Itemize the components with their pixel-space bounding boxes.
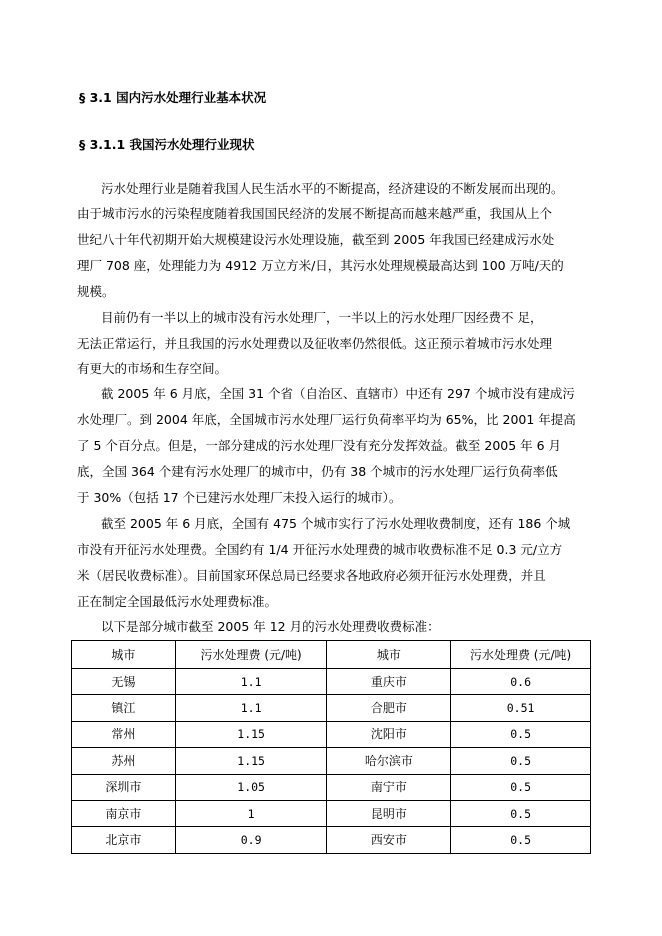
paragraph-2-line-1: 目前仍有一半以上的城市没有污水处理厂，一半以上的污水处理厂因经费不 足， bbox=[101, 310, 543, 325]
paragraph-1-line-5: 规模。 bbox=[77, 284, 115, 299]
city-cell: 深圳市 bbox=[72, 774, 176, 800]
city-cell: 镇江 bbox=[72, 695, 176, 721]
fee-cell: 1 bbox=[175, 800, 327, 826]
paragraph-3-line-3: 了 5 个百分点。但是，一部分建成的污水处理厂没有充分发挥效益。截至 2005 年 6 月 bbox=[77, 438, 562, 453]
subsection-heading: § 3.1.1 我国污水处理行业现状 bbox=[79, 137, 255, 152]
paragraph-1-line-4: 理厂 708 座，处理能力为 4912 万立方米/日，其污水处理规模最高达到 100 万吨/天的 bbox=[77, 258, 564, 273]
fee-cell: 0.51 bbox=[451, 695, 591, 721]
paragraph-4-line-1: 截至 2005 年 6 月底，全国有 475 个城市实行了污水处理收费制度，还有 186 个城 bbox=[101, 516, 571, 531]
fee-cell: 1.15 bbox=[175, 748, 327, 774]
paragraph-3-line-5: 于 30%（包括 17 个已建污水处理厂未投入运行的城市）。 bbox=[77, 490, 402, 505]
city-cell: 沈阳市 bbox=[327, 721, 451, 747]
table-header-row bbox=[72, 641, 591, 669]
fee-cell: 0.5 bbox=[451, 748, 591, 774]
city-cell: 昆明市 bbox=[327, 800, 451, 826]
paragraph-4-line-4: 正在制定全国最低污水处理费标准。 bbox=[77, 594, 278, 609]
city-cell: 重庆市 bbox=[327, 669, 451, 695]
paragraph-4-line-3: 米（居民收费标准）。目前国家环保总局已经要求各地政府必须开征污水处理费，并且 bbox=[77, 568, 546, 583]
fee-cell: 0.5 bbox=[451, 721, 591, 747]
city-cell: 哈尔滨市 bbox=[327, 748, 451, 774]
table-row bbox=[72, 695, 591, 721]
table-row bbox=[72, 669, 591, 695]
header-city-1: 城市 bbox=[72, 641, 176, 669]
fee-cell: 0.5 bbox=[451, 800, 591, 826]
paragraph-3-line-2: 水处理厂。到 2004 年底，全国城市污水处理厂运行负荷率平均为 65%，比 2001 年提高 bbox=[77, 412, 576, 427]
table-row bbox=[72, 721, 591, 747]
table-row bbox=[72, 774, 591, 800]
fee-cell: 1.05 bbox=[175, 774, 327, 800]
header-city-2: 城市 bbox=[327, 641, 451, 669]
fee-cell: 0.9 bbox=[175, 827, 327, 853]
table-intro: 以下是部分城市截至 2005 年 12 月的污水处理费收费标准： bbox=[101, 619, 440, 634]
paragraph-1-line-3: 世纪八十年代初期开始大规模建设污水处理设施，截至到 2005 年我国已经建成污水处 bbox=[77, 232, 555, 247]
city-cell: 苏州 bbox=[72, 748, 176, 774]
city-cell: 北京市 bbox=[72, 827, 176, 853]
city-cell: 西安市 bbox=[327, 827, 451, 853]
fee-cell: 1.1 bbox=[175, 695, 327, 721]
paragraph-3-line-4: 底，全国 364 个建有污水处理厂的城市中，仍有 38 个城市的污水处理厂运行负荷率低 bbox=[77, 464, 558, 479]
city-cell: 南京市 bbox=[72, 800, 176, 826]
fee-cell: 1.1 bbox=[175, 669, 327, 695]
paragraph-4-line-2: 市没有开征污水处理费。全国约有 1/4 开征污水处理费的城市收费标准不足 0.3 元/立方 bbox=[77, 542, 563, 557]
city-cell: 合肥市 bbox=[327, 695, 451, 721]
fee-cell: 0.6 bbox=[451, 669, 591, 695]
city-cell: 南宁市 bbox=[327, 774, 451, 800]
fee-table bbox=[71, 640, 591, 854]
table-row bbox=[72, 748, 591, 774]
fee-cell: 0.5 bbox=[451, 827, 591, 853]
header-fee-1: 污水处理费 (元/吨) bbox=[175, 641, 327, 669]
city-cell: 无锡 bbox=[72, 669, 176, 695]
fee-cell: 1.15 bbox=[175, 721, 327, 747]
city-cell: 常州 bbox=[72, 721, 176, 747]
table-row bbox=[72, 827, 591, 853]
paragraph-1-line-2: 由于城市污水的污染程度随着我国国民经济的发展不断提高而越来越严重，我国从上个 bbox=[77, 206, 553, 221]
header-fee-2: 污水处理费 (元/吨) bbox=[451, 641, 591, 669]
paragraph-3-line-1: 截 2005 年 6 月底，全国 31 个省（自治区、直辖市）中还有 297 个城市没有建成污 bbox=[101, 386, 575, 401]
fee-cell: 0.5 bbox=[451, 774, 591, 800]
paragraph-2-line-3: 有更大的市场和生存空间。 bbox=[77, 361, 228, 376]
section-heading: § 3.1 国内污水处理行业基本状况 bbox=[79, 90, 267, 105]
table-row bbox=[72, 800, 591, 826]
paragraph-1-line-1: 污水处理行业是随着我国人民生活水平的不断提高，经济建设的不断发展而出现的。 bbox=[101, 181, 564, 196]
paragraph-2-line-2: 无法正常运行，并且我国的污水处理费以及征收率仍然很低。这正预示着城市污水处理 bbox=[77, 336, 553, 351]
